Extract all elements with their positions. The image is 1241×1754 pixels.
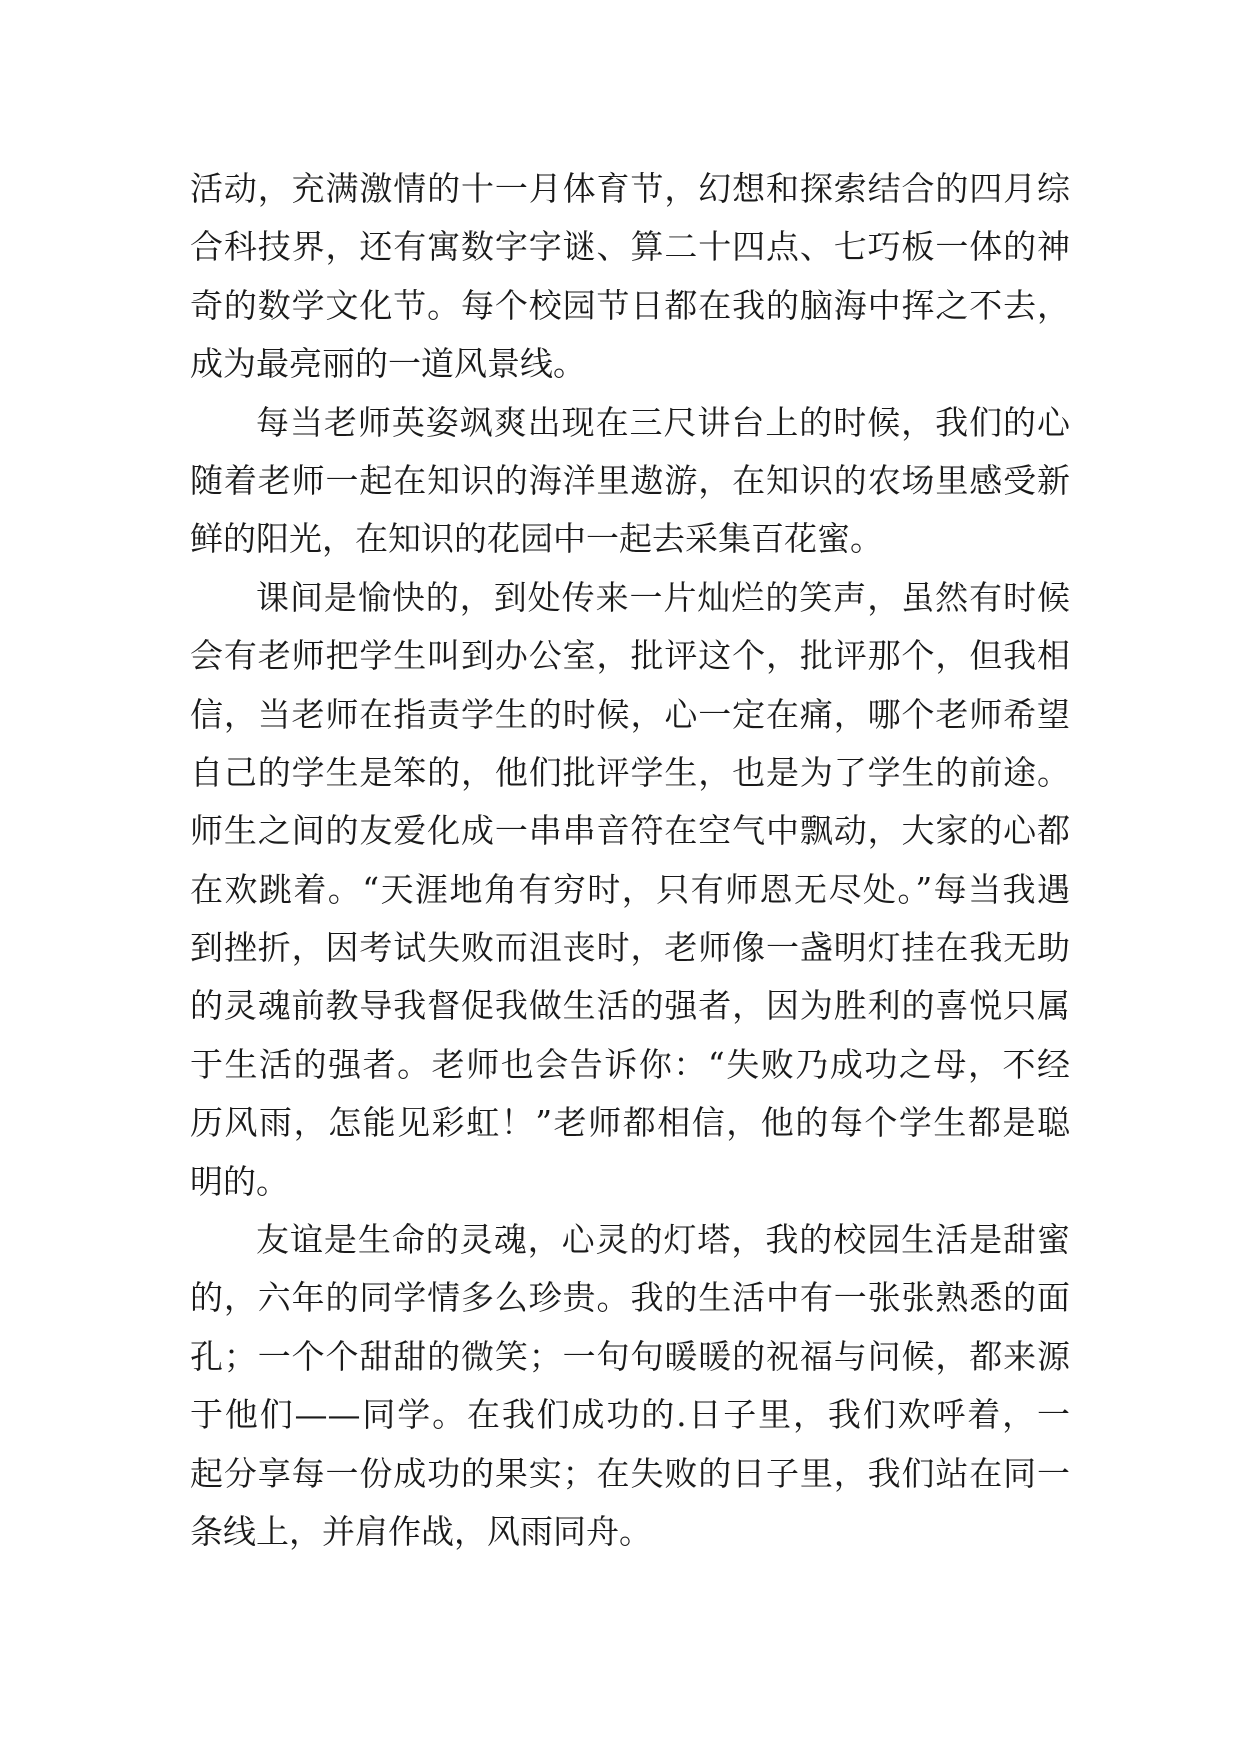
text-line: 历风雨，怎能见彩虹！”老师都相信，他的每个学生都是聪 — [190, 1103, 1070, 1143]
text-line: 于生活的强者。老师也会告诉你：“失败乃成功之母，不经 — [190, 1044, 1070, 1084]
text-line: 的灵魂前教导我督促我做生活的强者，因为胜利的喜悦只属 — [190, 986, 1070, 1026]
text-line: 每当老师英姿飒爽出现在三尺讲台上的时候，我们的心 — [256, 402, 1070, 442]
text-line: 于他们——同学。在我们成功的.日子里，我们欢呼着，一 — [190, 1395, 1070, 1435]
text-line: 条线上，并肩作战，风雨同舟。 — [190, 1511, 652, 1551]
text-line: 师生之间的友爱化成一串串音符在空气中飘动，大家的心都 — [190, 811, 1070, 851]
text-line: 奇的数学文化节。每个校园节日都在我的脑海中挥之不去， — [190, 285, 1070, 325]
text-line: 的，六年的同学情多么珍贵。我的生活中有一张张熟悉的面 — [190, 1278, 1070, 1318]
text-line: 活动，充满激情的十一月体育节，幻想和探索结合的四月综 — [190, 169, 1070, 208]
text-line: 成为最亮丽的一道风景线。 — [190, 344, 586, 384]
paragraph — [190, 394, 1070, 569]
text-line: 明的。 — [190, 1161, 289, 1201]
text-line: 随着老师一起在知识的海洋里遨游，在知识的农场里感受新 — [190, 460, 1070, 500]
text-line: 在欢跳着。“天涯地角有穷时，只有师恩无尽处。”每当我遇 — [190, 869, 1070, 909]
paragraph — [190, 160, 1070, 394]
text-line: 起分享每一份成功的果实；在失败的日子里，我们站在同一 — [190, 1453, 1070, 1493]
text-line: 鲜的阳光，在知识的花园中一起去采集百花蜜。 — [190, 519, 883, 559]
paragraph — [190, 569, 1070, 1211]
text-line: 友谊是生命的灵魂，心灵的灯塔，我的校园生活是甜蜜 — [256, 1220, 1070, 1260]
text-line: 孔；一个个甜甜的微笑；一句句暖暖的祝福与问候，都来源 — [190, 1336, 1070, 1376]
text-line: 自己的学生是笨的，他们批评学生，也是为了学生的前途。 — [190, 752, 1070, 792]
text-line: 到挫折，因考试失败而沮丧时，老师像一盏明灯挂在我无助 — [190, 928, 1070, 968]
text-line: 会有老师把学生叫到办公室，批评这个，批评那个，但我相 — [190, 636, 1070, 676]
text-line: 课间是愉快的，到处传来一片灿烂的笑声，虽然有时候 — [256, 577, 1070, 617]
paragraph — [190, 1211, 1070, 1561]
document-body — [190, 160, 1070, 1561]
text-line: 合科技界，还有寓数字字谜、算二十四点、七巧板一体的神 — [190, 227, 1070, 267]
text-line: 信，当老师在指责学生的时候，心一定在痛，哪个老师希望 — [190, 694, 1070, 734]
